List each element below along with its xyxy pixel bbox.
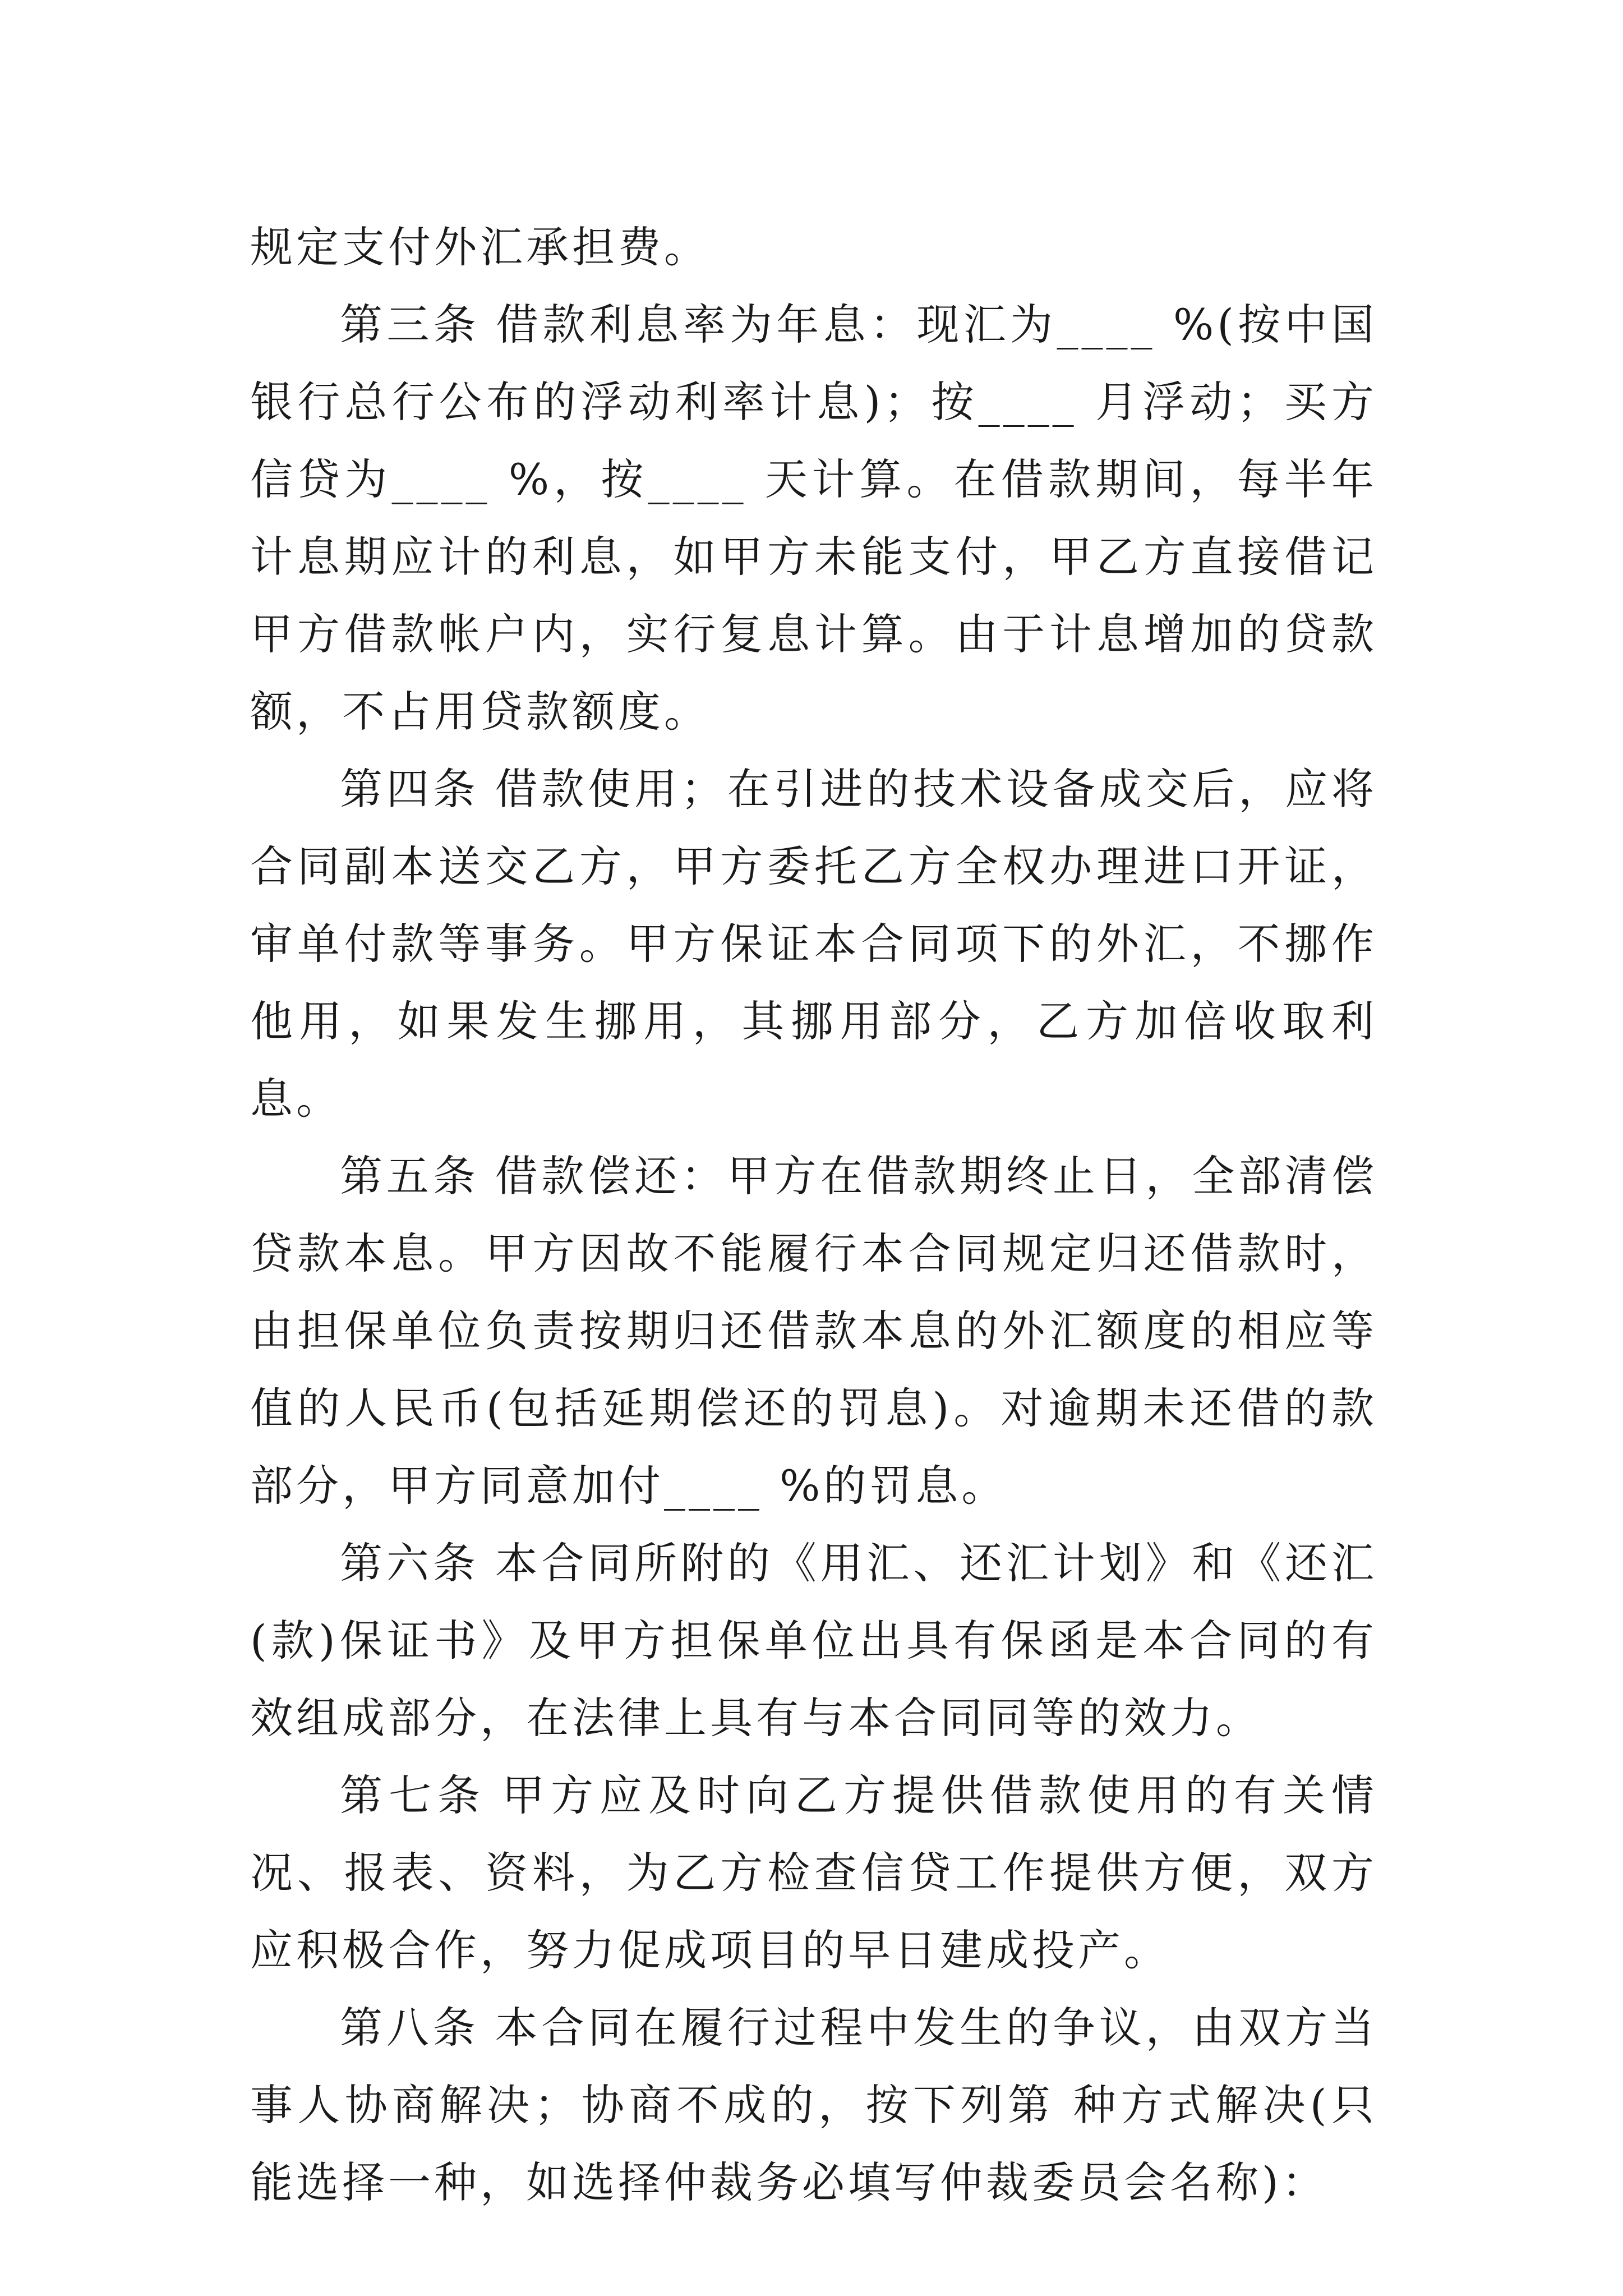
document-body xyxy=(250,209,1377,2221)
paragraph-text: 本合同所附的《用汇、还汇计划》和《还汇(款)保证书》及甲方担保单位出具有保函是本合同的有效组成部分，在法律上具有与本合同同等的效力。 xyxy=(250,1538,1378,1743)
article-number: 第三条 xyxy=(340,300,481,349)
paragraph-article-6 xyxy=(250,1525,1377,1757)
paragraph-article-8 xyxy=(250,1989,1377,2221)
paragraph-article-4 xyxy=(250,751,1377,1138)
paragraph-article-3 xyxy=(250,286,1377,751)
paragraph-article-7 xyxy=(250,1757,1377,1989)
paragraph-text: 甲方应及时向乙方提供借款使用的有关情况、报表、资料，为乙方检查信贷工作提供方便，双方应积极合作，努力促成项目的早日建成投产。 xyxy=(250,1770,1377,1975)
paragraph-text: 借款偿还：甲方在借款期终止日，全部清偿贷款本息。甲方因故不能履行本合同规定归还借款时，由担保单位负责按期归还借款本息的外汇额度的相应等值的人民币(包括延期偿还的罚息)。对逾期未还借的款部分，甲方同意加付____ %的罚息。 xyxy=(250,1151,1378,1511)
paragraph-text: 借款利息率为年息：现汇为____ %(按中国银行总行公布的浮动利率计息)；按____ 月浮动；买方信贷为____ %，按____ 天计算。在借款期间，每半年计息期应计的利息，如甲方未能支付，甲乙方直接借记甲方借款帐户内，实行复息计算。由于计息增加的贷款额，不占用贷款额度。 xyxy=(250,300,1378,737)
article-number: 第五条 xyxy=(340,1151,479,1201)
paragraph-text: 本合同在履行过程中发生的争议，由双方当事人协商解决；协商不成的，按下列第 种方式解决(只能选择一种，如选择仲裁务必填写仲裁委员会名称)： xyxy=(250,2003,1378,2207)
article-number: 第六条 xyxy=(340,1538,479,1588)
paragraph-text: 规定支付外汇承担费。 xyxy=(250,222,710,272)
paragraph-text: 借款使用；在引进的技术设备成交后，应将合同副本送交乙方，甲方委托乙方全权办理进口开证，审单付款等事务。甲方保证本合同项下的外汇，不挪作他用，如果发生挪用，其挪用部分，乙方加倍收取利息。 xyxy=(250,764,1378,1124)
paragraph-article-5 xyxy=(250,1138,1377,1525)
article-number: 第四条 xyxy=(340,764,479,814)
article-number: 第七条 xyxy=(340,1770,486,1820)
paragraph-continuation xyxy=(250,209,1377,286)
article-number: 第八条 xyxy=(340,2003,479,2053)
